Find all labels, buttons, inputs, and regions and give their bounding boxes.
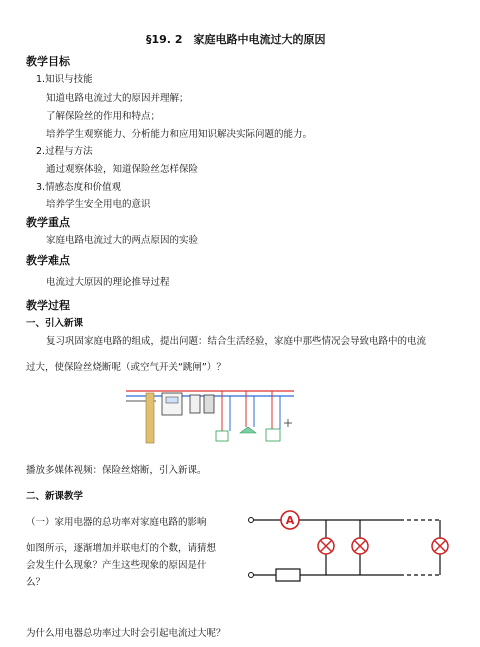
- goal-knowledge-item: 知道电路电流过大的原因并理解；: [46, 93, 189, 104]
- page-title: §19. 2 家庭电路中电流过大的原因: [146, 33, 326, 46]
- difficulty-text: 电流过大原因的理论推导过程: [46, 277, 170, 288]
- goal-emotion-label: 3.情感态度和价值观: [36, 182, 122, 193]
- goal-knowledge-item: 了解保险丝的作用和特点；: [46, 111, 161, 122]
- goal-process-item: 通过观察体验，知道保险丝怎样保险: [46, 164, 199, 175]
- section2-paragraph: 如图所示，逐渐增加并联电灯的个数，请猜想: [26, 543, 217, 554]
- goal-knowledge-item: 培养学生观察能力、分析能力和应用知识解决实际问题的能力。: [46, 129, 313, 140]
- lamp-icon: [318, 538, 334, 554]
- difficulty-heading: 教学难点: [26, 254, 70, 267]
- lamp-icon: [432, 538, 448, 554]
- section2-title: 二、新课教学: [26, 491, 84, 502]
- goal-process-label: 2.过程与方法: [36, 146, 93, 157]
- section2-question: 为什么用电器总功率过大时会引起电流过大呢？: [26, 628, 226, 639]
- key-heading: 教学重点: [26, 216, 70, 229]
- ammeter-label: A: [285, 514, 295, 527]
- section1-title: 一、引入新课: [26, 318, 84, 329]
- section2-paragraph: 么？: [26, 577, 46, 588]
- section2-paragraph: 会发生什么现象？产生这些现象的原因是什: [26, 560, 207, 571]
- parallel-lamp-circuit: [248, 505, 458, 585]
- process-heading: 教学过程: [26, 299, 70, 312]
- goals-heading: 教学目标: [26, 55, 70, 68]
- key-text: 家庭电路电流过大的两点原因的实验: [46, 235, 199, 246]
- goal-knowledge-label: 1.知识与技能: [36, 74, 93, 85]
- lamp-icon: [352, 538, 368, 554]
- section2-subtitle: （一）家用电器的总功率对家庭电路的影响: [26, 517, 207, 528]
- goal-emotion-item: 培养学生安全用电的意识: [46, 199, 151, 210]
- section1-paragraph: 播放多媒体视频：保险丝熔断，引入新课。: [26, 465, 207, 476]
- household-circuit-illustration: [126, 383, 296, 447]
- section1-paragraph: 复习巩固家庭电路的组成，提出问题：结合生活经验，家庭中那些情况会导致电路中的电流: [46, 336, 427, 347]
- section1-paragraph: 过大，使保险丝烧断呢（或空气开关“跳闸”）？: [26, 362, 226, 373]
